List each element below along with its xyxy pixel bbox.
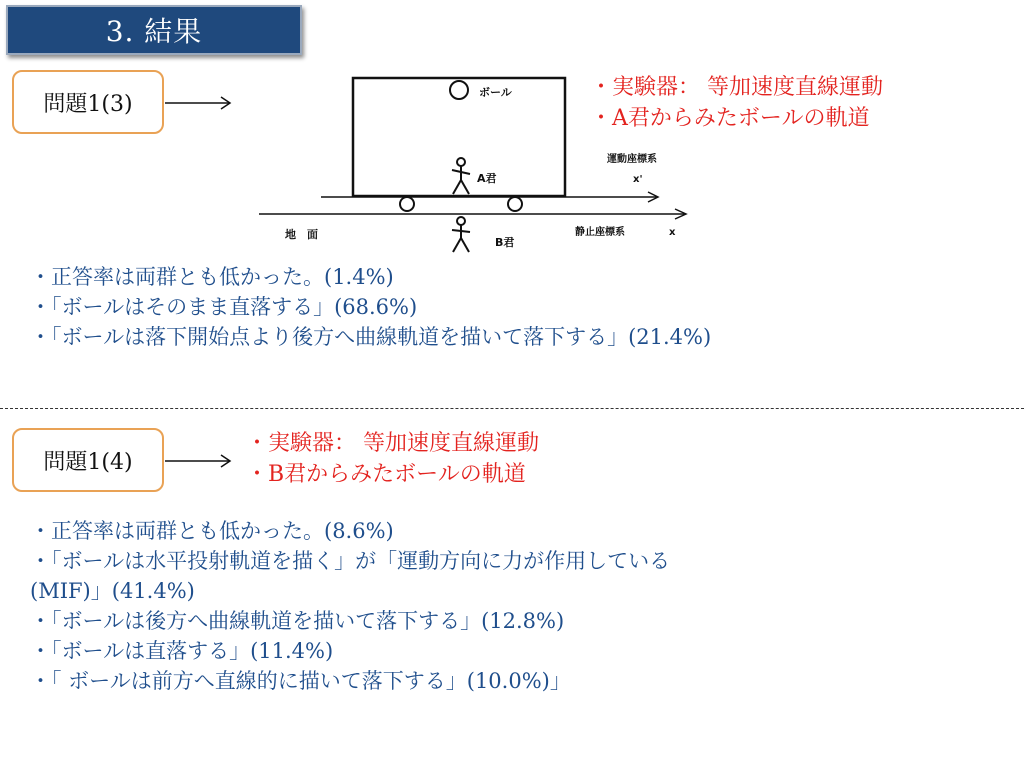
moving-frame-label: 運動座標系 bbox=[607, 154, 657, 165]
rest-frame-label: 静止座標系 bbox=[575, 227, 625, 238]
person-b-figure bbox=[452, 217, 470, 252]
problem-label-text: 問題1(4) bbox=[43, 449, 133, 475]
person-b-label: B君 bbox=[495, 236, 515, 249]
result-item: ・「 ボールは前方へ直線的に描いて落下する」(10.0%)」 bbox=[30, 669, 571, 693]
slide-title bbox=[6, 5, 302, 55]
note-item: ・実験器： 等加速度直線運動 bbox=[590, 75, 883, 100]
ball-label: ボール bbox=[479, 86, 512, 99]
result-item: ・「ボールはそのまま直落する」(68.6%) bbox=[30, 295, 418, 319]
result-item: ・正答率は両群とも低かった。(1.4%) bbox=[30, 265, 394, 289]
person-a-label: A君 bbox=[477, 172, 497, 185]
wheel-right bbox=[508, 197, 522, 211]
result-item: ・正答率は両群とも低かった。(8.6%) bbox=[30, 519, 394, 543]
person-a-figure bbox=[452, 158, 470, 194]
section-divider bbox=[0, 408, 1024, 409]
rest-axis-label: x bbox=[669, 227, 676, 238]
result-list-2 bbox=[30, 516, 670, 696]
result-item: ・「ボールは水平投射軌道を描く」が「運動方向に力が作用している bbox=[30, 549, 671, 573]
ground-label: 地 面 bbox=[285, 228, 318, 241]
problem-label-text: 問題1(3) bbox=[43, 91, 133, 117]
problem-label-1-4 bbox=[12, 428, 164, 492]
experiment-notes-1 bbox=[590, 72, 883, 134]
note-item: ・A君からみたボールの軌道 bbox=[590, 106, 870, 131]
wheel-left bbox=[400, 197, 414, 211]
problem-label-1-3 bbox=[12, 70, 164, 134]
result-item: (MIF)」(41.4%) bbox=[30, 579, 195, 603]
car-body bbox=[353, 78, 565, 196]
result-list-1 bbox=[30, 262, 711, 352]
arrow-right-icon bbox=[165, 454, 235, 468]
result-item: ・「ボールは落下開始点より後方へ曲線軌道を描いて落下する」(21.4%) bbox=[30, 325, 712, 349]
experiment-notes-2 bbox=[246, 428, 539, 490]
result-item: ・「ボールは直落する」(11.4%) bbox=[30, 639, 334, 663]
moving-axis-label: x' bbox=[633, 174, 643, 185]
ball bbox=[450, 81, 468, 99]
note-item: ・実験器： 等加速度直線運動 bbox=[246, 431, 539, 456]
slide-title-text: 3. 結果 bbox=[105, 15, 203, 48]
result-item: ・「ボールは後方へ曲線軌道を描いて落下する」(12.8%) bbox=[30, 609, 565, 633]
note-item: ・B君からみたボールの軌道 bbox=[246, 462, 526, 487]
arrow-right-icon bbox=[165, 96, 235, 110]
